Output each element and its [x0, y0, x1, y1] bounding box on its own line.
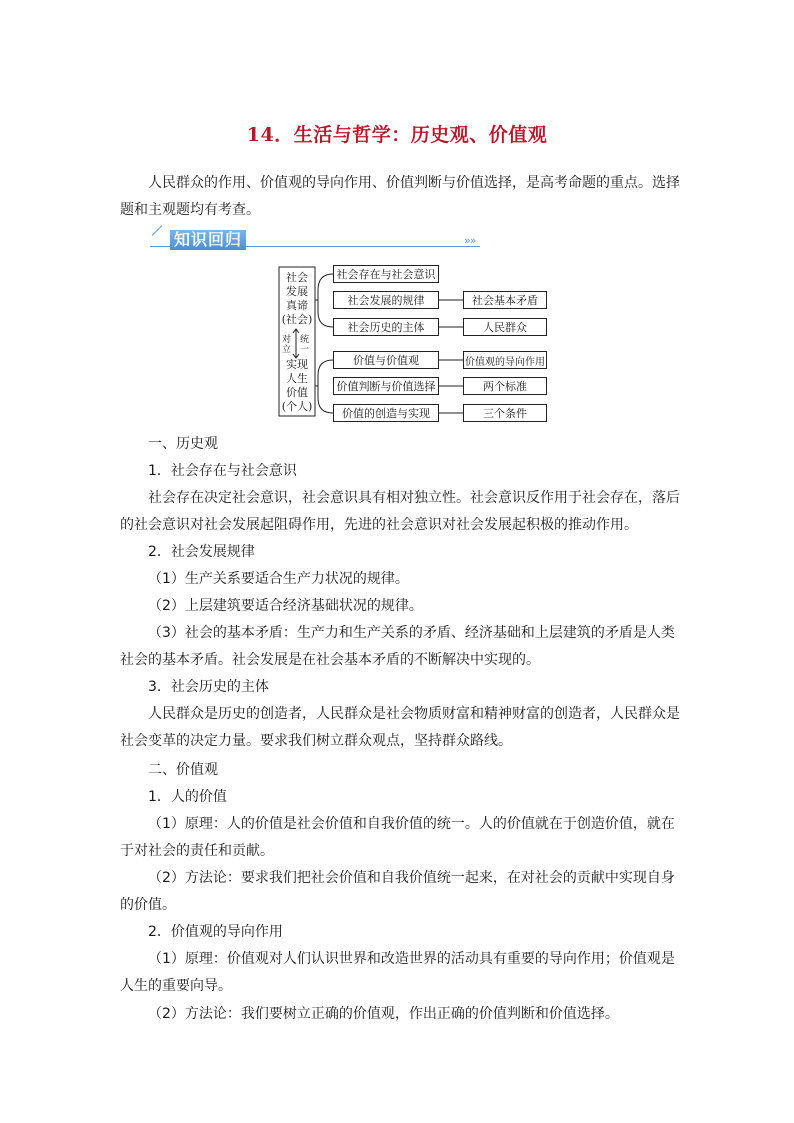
paragraph-line: 于对社会的责任和贡献。 — [120, 843, 274, 859]
subheading-value-1: 1．人的价值 — [148, 789, 227, 805]
node-value-creation: 价值的创造与实现 — [333, 404, 439, 422]
node-value-and-values: 价值与价值观 — [333, 351, 439, 369]
paragraph-line: （2）方法论：我们要树立正确的价值观，作出正确的价值判断和价值选择。 — [148, 1006, 619, 1022]
bottom-brace — [318, 360, 333, 413]
left-label-individual: 实现 人生 价值 (个人) — [281, 358, 313, 413]
node-guiding-role: 价值观的导向作用 — [463, 351, 547, 369]
paragraph-line: 人生的重要向导。 — [120, 978, 232, 994]
paragraph-line: 社会变革的决定力量。要求我们树立群众观点，坚持群众路线。 — [120, 733, 512, 749]
unity-label: 统一 — [300, 335, 310, 355]
heading-value-view: 二、价值观 — [148, 762, 218, 778]
subheading-value-2: 2．价值观的导向作用 — [148, 924, 283, 940]
subheading-3: 3．社会历史的主体 — [148, 679, 269, 695]
banner-label: 知识回归 — [170, 230, 246, 250]
paragraph-line: 社会的基本矛盾。社会发展是在社会基本矛盾的不断解决中实现的。 — [120, 652, 540, 668]
paragraph-line: （3）社会的基本矛盾：生产力和生产关系的矛盾、经济基础和上层建筑的矛盾是人类 — [148, 625, 675, 641]
paragraph-line: （1）原理：人的价值是社会价值和自我价值的统一。人的价值就在于创造价值，就在 — [148, 816, 675, 832]
paragraph-line: 人民群众是历史的创造者，人民群众是社会物质财富和精神财富的创造者，人民群众是 — [148, 706, 680, 722]
opposition-label: 对立 — [282, 335, 292, 355]
node-basic-contradiction: 社会基本矛盾 — [463, 291, 547, 309]
paragraph-line: 的社会意识对社会发展起阻碍作用，先进的社会意识对社会发展起积极的推动作用。 — [120, 517, 638, 533]
paragraph-line: 社会存在决定社会意识，社会意识具有相对独立性。社会意识反作用于社会存在，落后 — [148, 490, 680, 506]
subheading-1: 1．社会存在与社会意识 — [148, 463, 297, 479]
top-brace — [318, 274, 333, 327]
node-development-law: 社会发展的规律 — [333, 291, 439, 309]
heading-history-view: 一、历史观 — [148, 436, 218, 452]
node-social-existence: 社会存在与社会意识 — [333, 265, 439, 283]
paragraph-line: （2）上层建筑要适合经济基础状况的规律。 — [148, 598, 423, 614]
intro-line-1: 人民群众的作用、价值观的导向作用、价值判断与价值选择，是高考命题的重点。选择 — [148, 175, 680, 191]
paragraph-line: （2）方法论：要求我们把社会价值和自我价值统一起来，在对社会的贡献中实现自身 — [148, 870, 675, 886]
banner-arrow-icon: »» — [464, 234, 476, 247]
page-title: 14．生活与哲学：历史观、价值观 — [246, 124, 548, 146]
paragraph-line: （1）原理：价值观对人们认识世界和改造世界的活动具有重要的导向作用；价值观是 — [148, 951, 675, 967]
paragraph-line: （1）生产关系要适合生产力状况的规律。 — [148, 571, 409, 587]
node-value-judgment: 价值判断与价值选择 — [333, 377, 439, 395]
subheading-2: 2．社会发展规律 — [148, 544, 255, 560]
paragraph-line: 的价值。 — [120, 897, 176, 913]
node-historical-subject: 社会历史的主体 — [333, 318, 439, 336]
node-two-standards: 两个标准 — [463, 377, 547, 395]
node-masses: 人民群众 — [463, 318, 547, 336]
node-three-conditions: 三个条件 — [463, 404, 547, 422]
intro-line-2: 题和主观题均有考查。 — [120, 202, 260, 218]
left-label-society: 社会 发展 真谛 (社会) — [281, 271, 313, 326]
